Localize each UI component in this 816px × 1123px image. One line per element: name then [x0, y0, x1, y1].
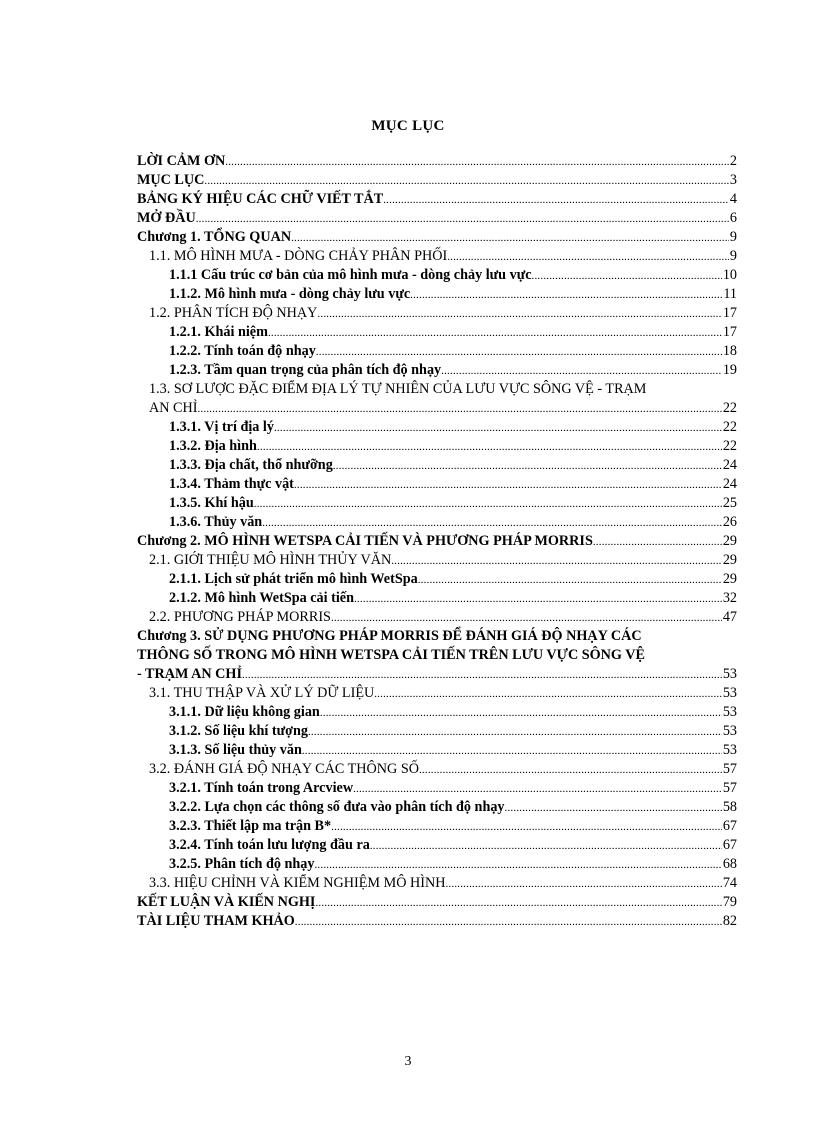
toc-entry-page: 57	[722, 761, 737, 777]
dot-leader	[354, 590, 722, 609]
toc-entry[interactable]	[137, 266, 737, 285]
dot-leader	[391, 552, 722, 571]
toc-entry-title: Chương 2. MÔ HÌNH WETSPA CẢI TIẾN VÀ PHƯƠNG PHÁP MORRIS	[137, 533, 593, 549]
toc-entry-title: 1.2. PHÂN TÍCH ĐỘ NHẠY	[149, 305, 318, 321]
toc-entry[interactable]	[137, 437, 737, 456]
dot-leader	[268, 324, 722, 343]
dot-leader	[295, 913, 722, 932]
dot-leader	[257, 438, 722, 457]
toc-entry-title: 2.1. GIỚI THIỆU MÔ HÌNH THỦY VĂN	[149, 552, 392, 568]
dot-leader	[374, 685, 722, 704]
toc-entry[interactable]	[137, 399, 737, 418]
toc-entry-page: 79	[722, 894, 737, 910]
toc-entry[interactable]	[137, 836, 737, 855]
toc-entry[interactable]	[137, 304, 737, 323]
toc-entry[interactable]	[137, 247, 737, 266]
dot-leader	[445, 875, 721, 894]
dot-leader	[274, 419, 722, 438]
dot-leader	[308, 723, 722, 742]
toc-entry-page: 74	[722, 875, 737, 891]
toc-entry-title: 3.1.2. Số liệu khí tượng	[169, 723, 308, 739]
toc-entry-page: 11	[723, 286, 737, 302]
toc-entry-title: MỤC LỤC	[137, 172, 205, 188]
dot-leader	[419, 761, 722, 780]
dot-leader	[225, 153, 729, 172]
toc-entry[interactable]	[137, 380, 737, 399]
toc-entry-title: AN CHỈ	[149, 400, 198, 416]
toc-entry-page: 10	[722, 267, 737, 283]
toc-entry-page: 9	[729, 248, 737, 264]
toc-entry-page: 26	[722, 514, 737, 530]
toc-entry-page: 17	[722, 305, 737, 321]
toc-entry-title: THÔNG SỐ TRONG MÔ HÌNH WETSPA CẢI TIẾN TRÊN LƯU VỰC SÔNG VỆ	[137, 647, 645, 663]
toc-entry[interactable]	[137, 228, 737, 247]
toc-entry-title: 3.3. HIỆU CHỈNH VÀ KIỂM NGHIỆM MÔ HÌNH	[149, 875, 446, 891]
toc-entry-title: TÀI LIỆU THAM KHẢO	[137, 913, 295, 929]
page-number: 3	[404, 1054, 412, 1069]
toc-entry[interactable]	[137, 855, 737, 874]
toc-entry-page: 25	[722, 495, 737, 511]
toc-entry-title: 1.2.1. Khái niệm	[169, 324, 268, 340]
toc-entry-title: 3.2.5. Phân tích độ nhạy	[169, 856, 315, 872]
toc-entry-title: 1.3.4. Thảm thực vật	[169, 476, 294, 492]
toc-entry[interactable]	[137, 475, 737, 494]
toc-entry[interactable]	[137, 190, 737, 209]
dot-leader	[447, 248, 729, 267]
toc-entry[interactable]	[137, 703, 737, 722]
toc-entry-title: 1.2.3. Tầm quan trọng của phân tích độ nhạy	[169, 362, 442, 378]
toc-entry-page: 18	[722, 343, 737, 359]
toc-entry[interactable]	[137, 456, 737, 475]
toc-entry-title: 3.1.1. Dữ liệu không gian	[169, 704, 320, 720]
toc-entry-title: 3.2.3. Thiết lập ma trận B*	[169, 818, 332, 834]
toc-entry-title: 2.1.2. Mô hình WetSpa cải tiến	[169, 590, 354, 606]
toc-entry-title: 1.1.2. Mô hình mưa - dòng chảy lưu vực	[169, 286, 411, 302]
toc-entry-page: 53	[722, 666, 737, 682]
toc-entry-page: 58	[722, 799, 737, 815]
toc-entry[interactable]	[137, 418, 737, 437]
toc-entry[interactable]	[137, 152, 737, 171]
toc-entry-page: 29	[722, 533, 737, 549]
toc-entry[interactable]	[137, 817, 737, 836]
toc-entry-title: 1.3.6. Thủy văn	[169, 514, 263, 530]
dot-leader	[242, 666, 722, 685]
toc-entry-page: 67	[722, 837, 737, 853]
toc-entry-page: 24	[722, 457, 737, 473]
dot-leader	[262, 514, 722, 533]
toc-entry-page: 47	[722, 609, 737, 625]
dot-leader	[333, 457, 722, 476]
toc-entry-title: LỜI CẢM ƠN	[137, 153, 226, 169]
dot-leader	[532, 267, 722, 286]
toc-entry-page: 22	[722, 400, 737, 416]
dot-leader	[383, 191, 729, 210]
toc-entry[interactable]	[137, 285, 737, 304]
dot-leader	[294, 476, 722, 495]
toc-entry[interactable]	[137, 323, 737, 342]
dot-leader	[593, 533, 722, 552]
toc-entry-title: MỞ ĐẦU	[137, 210, 196, 226]
toc-entry-title: 1.1.1 Cấu trúc cơ bản của mô hình mưa - dòng chảy lưu vực	[169, 267, 532, 283]
toc-entry[interactable]	[137, 684, 737, 703]
dot-leader	[441, 362, 722, 381]
toc-entry[interactable]	[137, 912, 737, 931]
dot-leader	[418, 571, 722, 590]
toc-entry[interactable]	[137, 665, 737, 684]
toc-entry-page: 9	[729, 229, 737, 245]
toc-entry-title: Chương 3. SỬ DỤNG PHƯƠNG PHÁP MORRIS ĐỂ ĐÁNH GIÁ ĐỘ NHẠY CÁC	[137, 628, 642, 644]
toc-entry-title: 1.3.3. Địa chất, thổ nhưỡng	[169, 457, 333, 473]
toc-entry-title: 3.1. THU THẬP VÀ XỬ LÝ DỮ LIỆU	[149, 685, 375, 701]
toc-entry[interactable]	[137, 893, 737, 912]
toc-entry-title: 1.3.1. Vị trí địa lý	[169, 419, 274, 435]
toc-entry-title: 3.2.2. Lựa chọn các thông số đưa vào phân tích độ nhạy	[169, 799, 505, 815]
toc-entry[interactable]	[137, 532, 737, 551]
toc-entry[interactable]	[137, 171, 737, 190]
dot-leader	[331, 818, 722, 837]
toc-entry[interactable]	[137, 874, 737, 893]
dot-leader	[353, 780, 722, 799]
toc-entry-title: 2.1.1. Lịch sử phát triển mô hình WetSpa	[169, 571, 418, 587]
toc-entry-page: 68	[722, 856, 737, 872]
toc-entry-page: 32	[722, 590, 737, 606]
toc-entry[interactable]	[137, 627, 737, 646]
toc-entry[interactable]	[137, 209, 737, 228]
dot-leader	[302, 742, 722, 761]
toc-entry-page: 29	[722, 571, 737, 587]
dot-leader	[197, 400, 721, 419]
toc-entry-title: 1.3.5. Khí hậu	[169, 495, 254, 511]
toc-entry[interactable]	[137, 608, 737, 627]
toc-entry-page: 53	[722, 704, 737, 720]
toc-entry[interactable]	[137, 551, 737, 570]
toc-entry-title: BẢNG KÝ HIỆU CÁC CHỮ VIẾT TẮT	[137, 191, 384, 207]
dot-leader	[314, 856, 721, 875]
toc-entry[interactable]	[137, 722, 737, 741]
toc-entry-title: 3.1.3. Số liệu thủy văn	[169, 742, 302, 758]
toc-entry-page: 2	[729, 153, 737, 169]
toc-entry[interactable]	[137, 589, 737, 608]
toc-entry-page: 53	[722, 723, 737, 739]
toc-entry-page: 82	[722, 913, 737, 929]
dot-leader	[370, 837, 722, 856]
toc-entry[interactable]	[137, 760, 737, 779]
toc-entry[interactable]	[137, 646, 737, 665]
toc-entry[interactable]	[137, 494, 737, 513]
toc-entry-title: 2.2. PHƯƠNG PHÁP MORRIS	[149, 609, 331, 625]
toc-entry-page: 6	[729, 210, 737, 226]
toc-entry-title: 3.2. ĐÁNH GIÁ ĐỘ NHẠY CÁC THÔNG SỐ	[149, 761, 419, 777]
toc-entry[interactable]	[137, 741, 737, 760]
dot-leader	[410, 286, 722, 305]
toc-entry-title: 1.2.2. Tính toán độ nhạy	[169, 343, 316, 359]
toc-entry-page: 3	[729, 172, 737, 188]
toc-entry[interactable]	[137, 779, 737, 798]
toc-entry-page: 19	[722, 362, 737, 378]
dot-leader	[316, 343, 722, 362]
dot-leader	[331, 609, 722, 628]
toc-entry-title: 1.3.2. Địa hình	[169, 438, 257, 454]
toc-entry-page: 53	[722, 742, 737, 758]
toc-entry-page: 24	[722, 476, 737, 492]
dot-leader	[320, 704, 722, 723]
toc-entry-page: 53	[722, 685, 737, 701]
toc-entry-title: - TRẠM AN CHỈ	[137, 666, 242, 682]
dot-leader	[254, 495, 722, 514]
toc-entry-page: 4	[729, 191, 737, 207]
toc-entry-title: 3.2.4. Tính toán lưu lượng đầu ra	[169, 837, 370, 853]
toc-entry-page: 67	[722, 818, 737, 834]
page-title: MỤC LỤC	[371, 118, 445, 134]
toc-entry-title: 1.1. MÔ HÌNH MƯA - DÒNG CHẢY PHÂN PHỐI	[149, 248, 448, 264]
toc-entry-title: KẾT LUẬN VÀ KIẾN NGHỊ	[137, 894, 316, 910]
toc-entry-title: 1.3. SƠ LƯỢC ĐẶC ĐIỂM ĐỊA LÝ TỰ NHIÊN CỦA LƯU VỰC SÔNG VỆ - TRẠM	[149, 381, 647, 397]
toc-entry-title: 3.2.1. Tính toán trong Arcview	[169, 780, 354, 796]
toc-entry-page: 22	[722, 438, 737, 454]
toc-entry[interactable]	[137, 361, 737, 380]
toc-entry[interactable]	[137, 513, 737, 532]
dot-leader	[315, 894, 721, 913]
toc-entry-title: Chương 1. TỔNG QUAN	[137, 229, 292, 245]
toc-entry[interactable]	[137, 570, 737, 589]
dot-leader	[505, 799, 722, 818]
dot-leader	[317, 305, 721, 324]
dot-leader	[291, 229, 729, 248]
toc-entry-page: 22	[722, 419, 737, 435]
dot-leader	[196, 210, 729, 229]
toc-entry[interactable]	[137, 798, 737, 817]
toc-entry-page: 57	[722, 780, 737, 796]
toc-entry-page: 29	[722, 552, 737, 568]
toc-entry[interactable]	[137, 342, 737, 361]
table-of-contents	[137, 152, 737, 931]
toc-entry-page: 17	[722, 324, 737, 340]
dot-leader	[204, 172, 729, 191]
